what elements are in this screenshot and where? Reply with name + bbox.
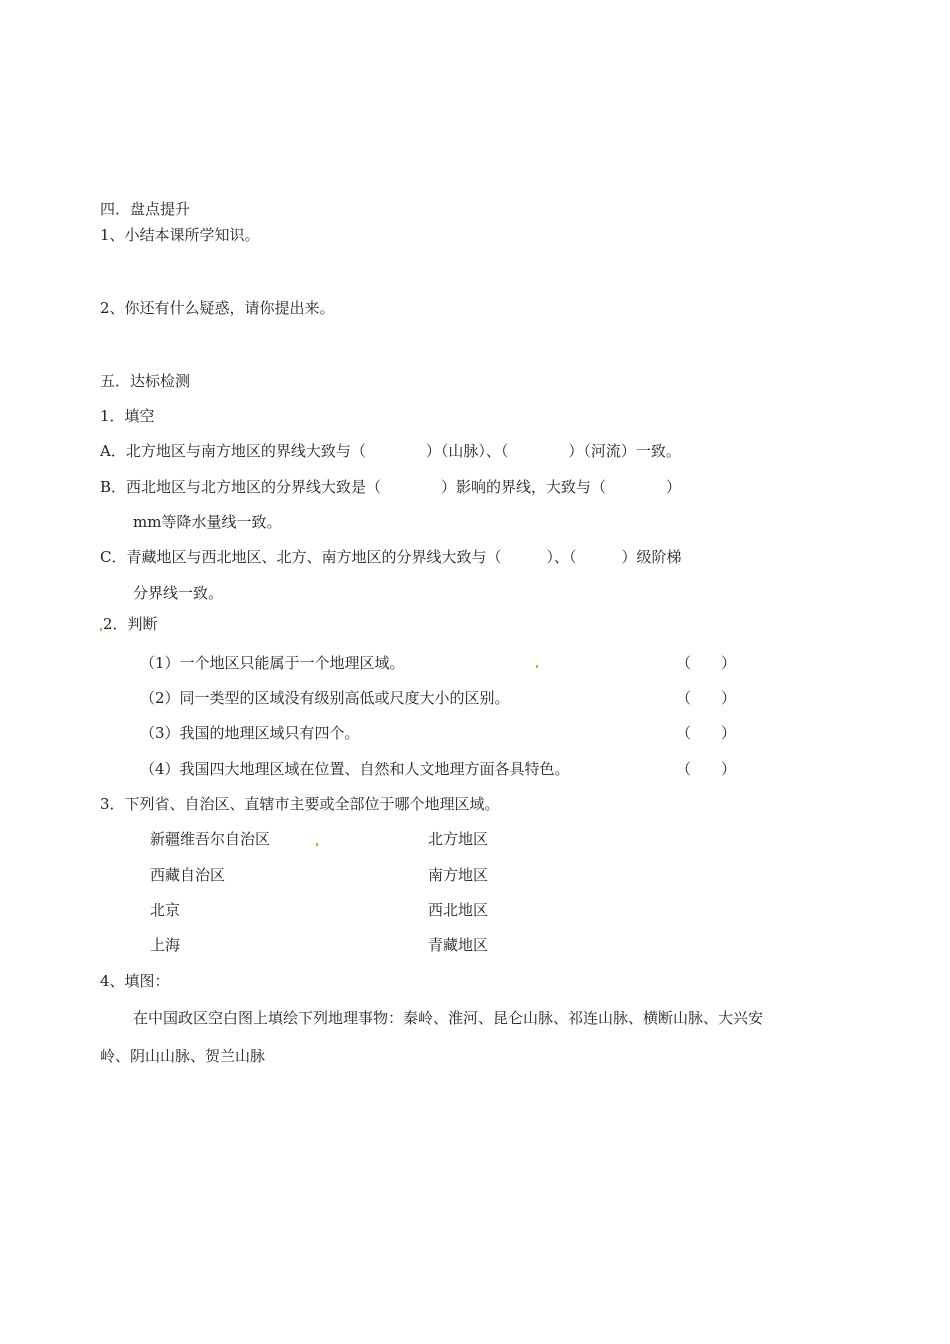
fill-item-b-line1: B．西北地区与北方地区的分界线大致是（ ）影响的界线，大致与（ ） <box>100 478 682 496</box>
map-title: 4、填图： <box>100 972 170 990</box>
match-right-2: 南方地区 <box>428 866 489 884</box>
question-2: 2、你还有什么疑惑，请你提出来。 <box>100 299 335 317</box>
match-left-4: 上海 <box>150 936 181 954</box>
match-right-1: 北方地区 <box>428 830 489 848</box>
section4-heading: 四．盘点提升 <box>100 200 191 218</box>
match-left-3: 北京 <box>150 901 181 919</box>
speck <box>316 843 318 846</box>
speck <box>100 628 102 631</box>
fill-item-c-line2: 分界线一致。 <box>133 584 224 602</box>
question-1: 1、小结本课所学知识。 <box>100 226 260 244</box>
fill-item-b-line2: mm等降水量线一致。 <box>133 513 282 531</box>
match-title: 3．下列省、自治区、直辖市主要或全部位于哪个地理区域。 <box>100 795 500 813</box>
match-right-3: 西北地区 <box>428 901 489 919</box>
fill-item-c-line1: C．青藏地区与西北地区、北方、南方地区的分界线大致与（ ）、（ ）级阶梯 <box>100 548 682 566</box>
speck <box>536 665 538 668</box>
map-instruction-line1: 在中国政区空白图上填绘下列地理事物：秦岭、淮河、昆仑山脉、祁连山脉、横断山脉、大兴安 <box>133 1009 764 1027</box>
judge-paren-1: （ ） <box>676 654 737 672</box>
fill-title: 1．填空 <box>100 407 155 425</box>
match-left-1: 新疆维吾尔自治区 <box>150 830 271 848</box>
judge-title: 2．判断 <box>103 615 158 633</box>
judge-item-4: （4）我国四大地理区域在位置、自然和人文地理方面各具特色。 <box>140 760 570 778</box>
fill-item-a: A．北方地区与南方地区的界线大致与（ ）（山脉）、（ ）（河流）一致。 <box>100 442 681 460</box>
judge-item-3: （3）我国的地理区域只有四个。 <box>140 724 360 742</box>
judge-item-1: （1）一个地区只能属于一个地理区域。 <box>140 654 405 672</box>
map-instruction-line2: 岭、阴山山脉、贺兰山脉 <box>100 1047 266 1065</box>
judge-paren-4: （ ） <box>676 760 737 778</box>
match-left-2: 西藏自治区 <box>150 866 226 884</box>
judge-item-2: （2）同一类型的区域没有级别高低或尺度大小的区别。 <box>140 689 510 707</box>
match-right-4: 青藏地区 <box>428 936 489 954</box>
section5-heading: 五．达标检测 <box>100 372 191 390</box>
judge-paren-2: （ ） <box>676 689 737 707</box>
judge-paren-3: （ ） <box>676 724 737 742</box>
